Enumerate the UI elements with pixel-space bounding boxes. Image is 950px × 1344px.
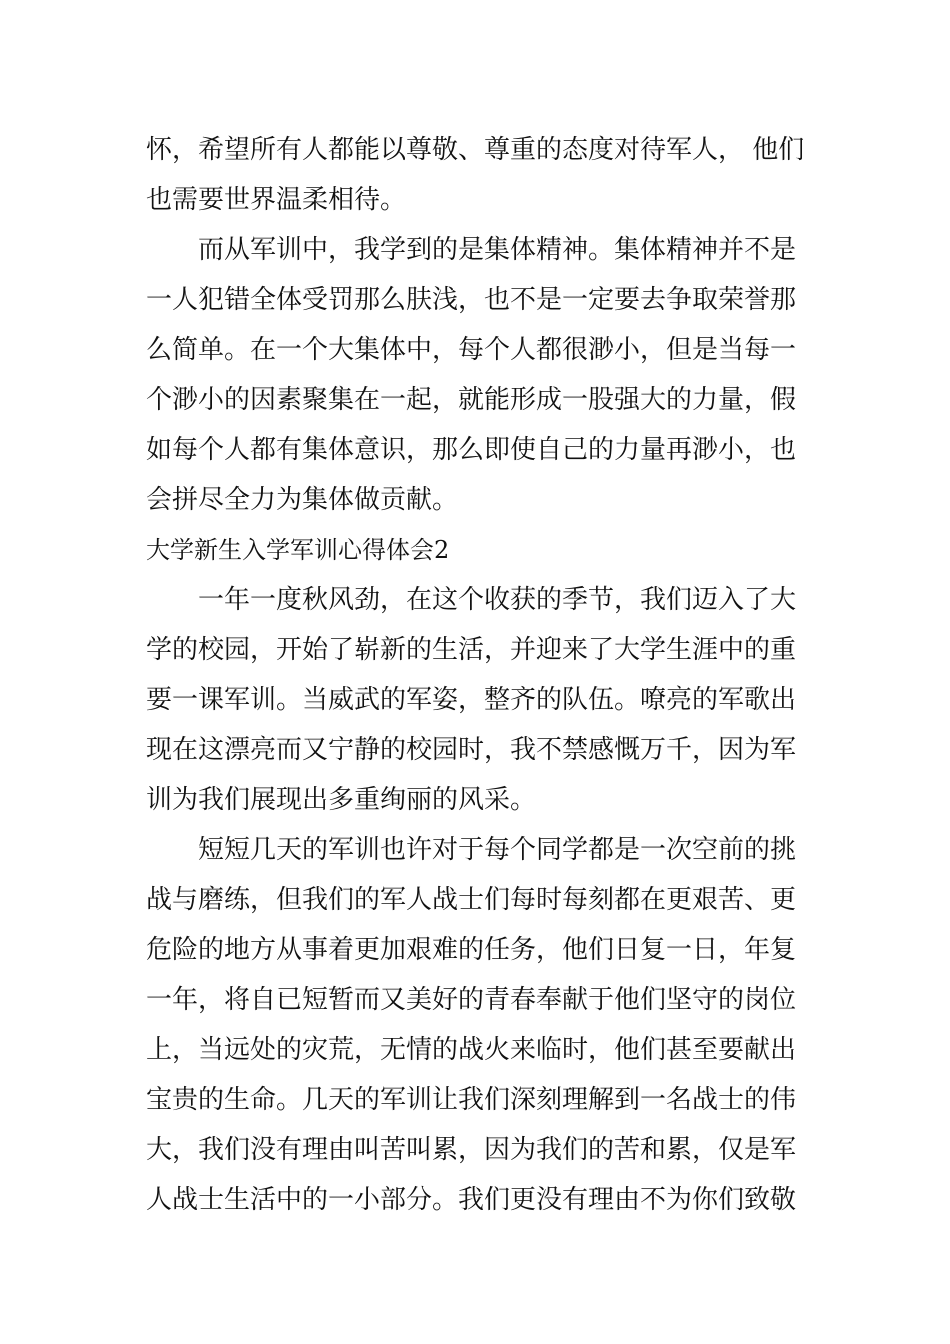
paragraph-line: 短短几天的军训也许对于每个同学都是一次空前的挑 — [198, 835, 797, 865]
paragraph-line: 训为我们展现出多重绚丽的风采。 — [146, 785, 537, 815]
paragraph-line: 要一课军训。当威武的军姿，整齐的队伍。嘹亮的军歌出 — [146, 685, 797, 715]
paragraph-line: 上，当远处的灾荒，无情的战火来临时，他们甚至要献出 — [146, 1035, 797, 1065]
paragraph-line: 一年一度秋风劲，在这个收获的季节，我们迈入了大 — [198, 585, 797, 615]
section-heading: 大学新生入学军训心得体会2 — [146, 536, 450, 564]
paragraph-line: 大，我们没有理由叫苦叫累，因为我们的苦和累，仅是军 — [146, 1135, 797, 1165]
paragraph-line: 宝贵的生命。几天的军训让我们深刻理解到一名战士的伟 — [146, 1085, 797, 1115]
paragraph-line: 怀，希望所有人都能以尊敬、尊重的态度对待军人， 他们 — [146, 135, 805, 165]
paragraph-line: 个渺小的因素聚集在一起，就能形成一股强大的力量，假 — [146, 385, 797, 415]
paragraph-line: 一人犯错全体受罚那么肤浅，也不是一定要去争取荣誉那 — [146, 285, 797, 315]
paragraph-line: 人战士生活中的一小部分。我们更没有理由不为你们致敬 — [146, 1185, 797, 1215]
paragraph-line: 一年，将自已短暂而又美好的青春奉献于他们坚守的岗位 — [146, 985, 797, 1015]
paragraph-line: 会拼尽全力为集体做贡献。 — [146, 485, 459, 515]
paragraph-line: 危险的地方从事着更加艰难的任务，他们日复一日，年复 — [146, 935, 797, 965]
paragraph-line: 战与磨练，但我们的军人战士们每时每刻都在更艰苦、更 — [146, 885, 797, 915]
paragraph-line: 学的校园，开始了崭新的生活，并迎来了大学生涯中的重 — [146, 635, 797, 665]
paragraph-line: 如每个人都有集体意识，那么即使自己的力量再渺小，也 — [146, 435, 797, 465]
paragraph-line: 现在这漂亮而又宁静的校园时，我不禁感慨万千，因为军 — [146, 735, 797, 765]
paragraph-line: 而从军训中，我学到的是集体精神。集体精神并不是 — [198, 235, 797, 265]
paragraph-line: 也需要世界温柔相待。 — [146, 185, 407, 215]
paragraph-line: 么简单。在一个大集体中，每个人都很渺小，但是当每一 — [146, 335, 797, 365]
